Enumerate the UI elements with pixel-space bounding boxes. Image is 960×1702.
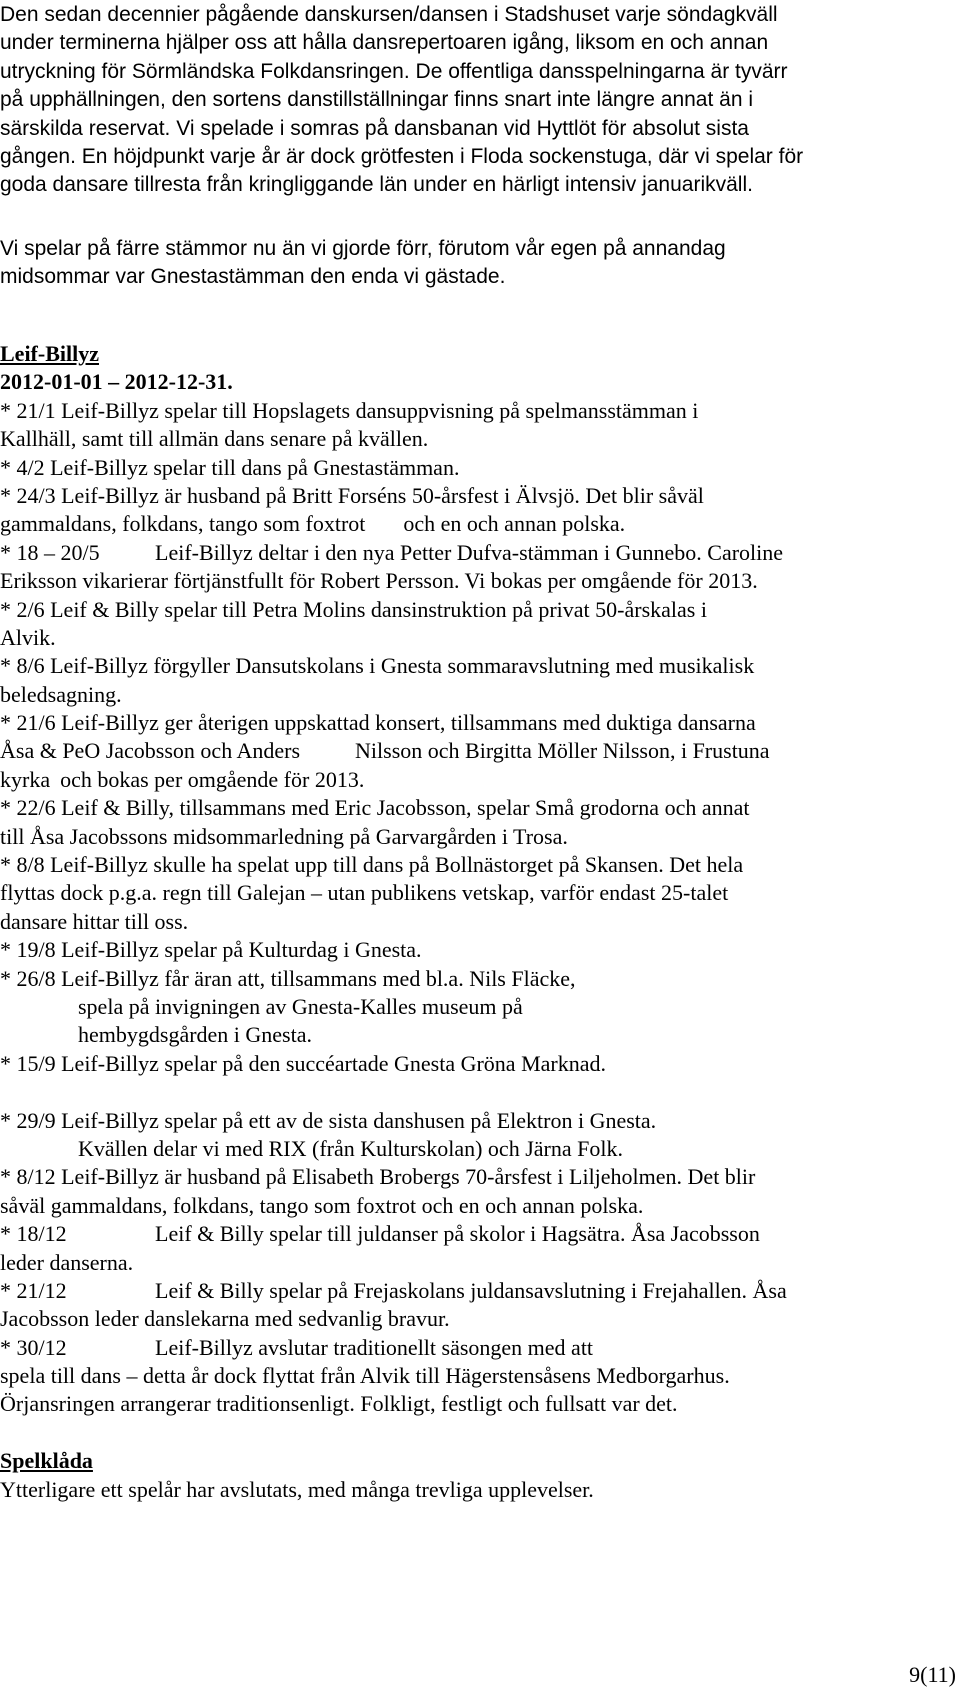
event-date: * 18 – 20/5 <box>0 539 100 565</box>
event-line: Alvik. <box>0 624 56 650</box>
intro-paragraph-2 <box>0 234 726 291</box>
event-line: hembygdsgården i Gnesta. <box>78 1022 312 1048</box>
event-text: kyrka <box>0 766 51 792</box>
spelklada-text: Ytterligare ett spelår har avslutats, med många trevliga upplevelser. <box>0 1476 594 1502</box>
event-line: såväl gammaldans, folkdans, tango som foxtrot och en och annan polska. <box>0 1192 644 1218</box>
intro-text <box>0 0 950 289</box>
event-line <box>0 766 955 794</box>
event-line: flyttas dock p.g.a. regn till Galejan – utan publikens vetskap, varför endast 25-talet <box>0 880 729 906</box>
event-text: Nilsson och Birgitta Möller Nilsson, i Frustuna <box>355 738 770 764</box>
event-line: Kallhäll, samt till allmän dans senare på kvällen. <box>0 426 429 452</box>
text-line: Den sedan decennier pågående danskursen/dansen i Stadshuset varje söndagkväll <box>0 3 778 26</box>
event-line: till Åsa Jacobssons midsommarledning på Garvargården i Trosa. <box>0 823 568 849</box>
spacer <box>0 1419 955 1447</box>
period-line: 2012-01-01 – 2012-12-31. <box>0 369 233 395</box>
event-line <box>0 1334 955 1362</box>
event-line: * 24/3 Leif-Billyz är husband på Britt Forséns 50-årsfest i Älvsjö. Det blir såväl <box>0 482 704 508</box>
event-line <box>0 1220 955 1248</box>
event-line: * 8/12 Leif-Billyz är husband på Elisabeth Brobergs 70-årsfest i Liljeholmen. Det blir <box>0 1164 756 1190</box>
section-heading-leif-billyz: Leif-Billyz <box>0 341 99 366</box>
event-line: * 19/8 Leif-Billyz spelar på Kulturdag i Gnesta. <box>0 937 422 963</box>
text-line: särskilda reservat. Vi spelade i somras på dansbanan vid Hyttlöt för absolut sista <box>0 116 749 140</box>
section-heading-spelklada: Spelklåda <box>0 1448 93 1474</box>
event-date: * 18/12 <box>0 1221 67 1247</box>
event-line: * 8/8 Leif-Billyz skulle ha spelat upp till dans på Bollnästorget på Skansen. Det hela <box>0 852 744 878</box>
text-line: goda dansare tillresta från kringliggande län under en härligt intensiv januarikväll. <box>0 173 753 197</box>
event-text: och bokas per omgående för 2013. <box>60 766 365 792</box>
event-text: Leif & Billy spelar till juldanser på skolor i Hagsätra. Åsa Jacobsson <box>155 1221 760 1247</box>
event-date: * 21/12 <box>0 1277 67 1303</box>
event-line <box>0 737 955 765</box>
event-line: * 8/6 Leif-Billyz förgyller Dansutskolans i Gnesta sommaravslutning med musikalisk <box>0 653 755 679</box>
text-line: utryckning för Sörmländska Folkdansringen. De offentliga dansspelningarna är tyvärr <box>0 59 788 83</box>
event-line: spela till dans – detta år dock flyttat från Alvik till Hägerstensåsens Medborgarhus. <box>0 1363 730 1389</box>
event-line: Jacobsson leder danslekarna med sedvanlig bravur. <box>0 1306 450 1332</box>
intro-paragraph-1 <box>0 0 950 199</box>
event-line: Örjansringen arrangerar traditionsenligt. Folkligt, festligt och fullsatt var det. <box>0 1391 678 1417</box>
text-line: Vi spelar på färre stämmor nu än vi gjorde förr, förutom vår egen på annandag <box>0 237 726 260</box>
event-line: Eriksson vikarierar förtjänstfullt för Robert Persson. Vi bokas per omgående för 2013. <box>0 568 758 594</box>
event-text: Leif & Billy spelar på Frejaskolans juldansavslutning i Frejahallen. Åsa <box>155 1277 787 1303</box>
event-line: * 22/6 Leif & Billy, tillsammans med Eric Jacobsson, spelar Små grodorna och annat <box>0 795 750 821</box>
page-number: 9(11) <box>909 1662 956 1687</box>
event-line: * 2/6 Leif & Billy spelar till Petra Molins dansinstruktion på privat 50-årskalas i <box>0 596 707 622</box>
event-line: leder danserna. <box>0 1249 134 1275</box>
event-text: och en och annan polska. <box>403 511 626 537</box>
event-line: Kvällen delar vi med RIX (från Kulturskolan) och Järna Folk. <box>78 1135 623 1161</box>
event-line: * 15/9 Leif-Billyz spelar på den succéartade Gnesta Gröna Marknad. <box>0 1050 606 1076</box>
event-line: beledsagning. <box>0 681 122 707</box>
leif-billyz-section <box>0 340 955 1504</box>
event-line <box>0 510 955 538</box>
text-line: under terminerna hjälper oss att hålla dansrepertoaren igång, liksom en och annan <box>0 31 769 55</box>
event-text: Åsa & PeO Jacobsson och Anders <box>0 738 301 764</box>
event-line <box>0 1277 955 1305</box>
event-line: dansare hittar till oss. <box>0 908 189 934</box>
event-line: * 26/8 Leif-Billyz får äran att, tillsammans med bl.a. Nils Fläcke, <box>0 965 576 991</box>
event-line: * 4/2 Leif-Billyz spelar till dans på Gnestastämman. <box>0 454 460 480</box>
text-line: på upphällningen, den sortens danstillställningar finns snart inte längre annat än i <box>0 88 754 112</box>
spacer <box>0 1078 955 1106</box>
event-text: Leif-Billyz avslutar traditionellt säsongen med att <box>155 1334 594 1360</box>
event-line: * 21/1 Leif-Billyz spelar till Hopslagets dansuppvisning på spelmansstämman i <box>0 397 699 423</box>
text-line: midsommar var Gnestastämman den enda vi gästade. <box>0 265 506 289</box>
event-text: gammaldans, folkdans, tango som foxtrot <box>0 511 366 537</box>
event-text: Leif-Billyz deltar i den nya Petter Dufva-stämman i Gunnebo. Caroline <box>155 539 784 565</box>
event-line: * 29/9 Leif-Billyz spelar på ett av de sista danshusen på Elektron i Gnesta. <box>0 1107 657 1133</box>
event-date: * 30/12 <box>0 1334 67 1360</box>
text-line: gången. En höjdpunkt varje år är dock grötfesten i Floda sockenstuga, där vi spelar för <box>0 144 804 168</box>
event-line: * 21/6 Leif-Billyz ger återigen uppskattad konsert, tillsammans med duktiga dansarna <box>0 710 756 736</box>
event-line: spela på invigningen av Gnesta-Kalles museum på <box>78 993 523 1019</box>
event-line <box>0 539 955 567</box>
